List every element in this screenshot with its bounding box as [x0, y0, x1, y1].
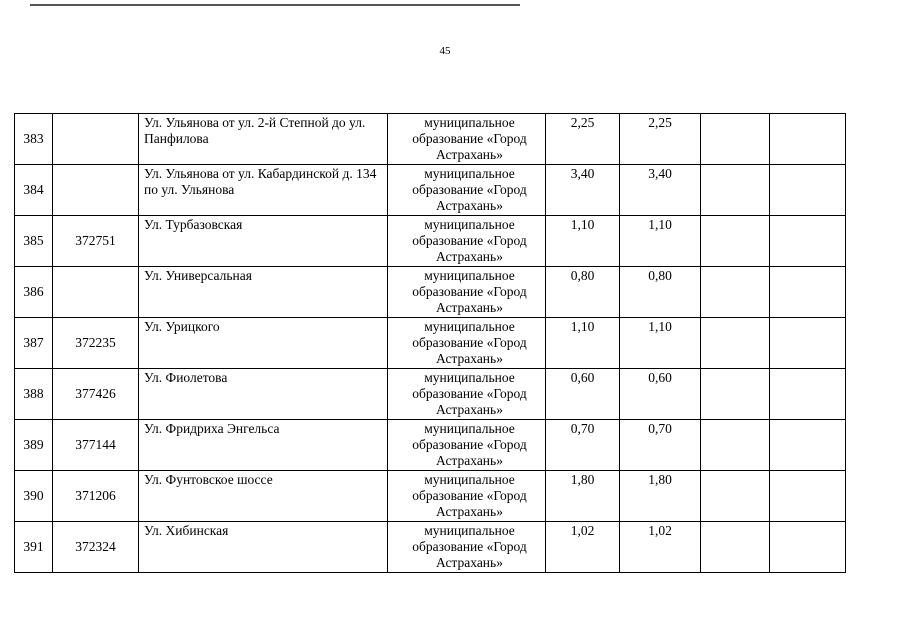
table-row	[15, 471, 846, 522]
empty-cell	[770, 420, 846, 471]
road-owner: муниципальное образование «Город Астрахань»	[388, 267, 546, 318]
table-row	[15, 369, 846, 420]
empty-cell	[701, 165, 770, 216]
row-number: 385	[15, 216, 53, 267]
table-row	[15, 114, 846, 165]
empty-cell	[770, 165, 846, 216]
empty-cell	[770, 522, 846, 573]
road-name: Ул. Фунтовское шоссе	[139, 471, 388, 522]
road-code: 372235	[53, 318, 139, 369]
road-owner: муниципальное образование «Город Астрахань»	[388, 318, 546, 369]
road-length: 0,60	[546, 369, 620, 420]
row-number: 389	[15, 420, 53, 471]
empty-cell	[701, 114, 770, 165]
road-length: 3,40	[546, 165, 620, 216]
empty-cell	[701, 522, 770, 573]
road-length-2: 2,25	[620, 114, 701, 165]
empty-cell	[701, 471, 770, 522]
empty-cell	[701, 318, 770, 369]
road-owner: муниципальное образование «Город Астрахань»	[388, 369, 546, 420]
road-length-2: 0,60	[620, 369, 701, 420]
empty-cell	[701, 369, 770, 420]
top-rule	[30, 4, 520, 6]
road-length-2: 1,10	[620, 318, 701, 369]
empty-cell	[770, 267, 846, 318]
road-owner: муниципальное образование «Город Астрахань»	[388, 165, 546, 216]
row-number: 390	[15, 471, 53, 522]
roads-table	[14, 113, 846, 573]
table-row	[15, 267, 846, 318]
road-length: 0,80	[546, 267, 620, 318]
empty-cell	[701, 420, 770, 471]
road-owner: муниципальное образование «Город Астрахань»	[388, 522, 546, 573]
empty-cell	[770, 318, 846, 369]
table-body	[15, 114, 846, 573]
road-length: 1,10	[546, 216, 620, 267]
road-name: Ул. Турбазовская	[139, 216, 388, 267]
road-owner: муниципальное образование «Город Астрахань»	[388, 216, 546, 267]
empty-cell	[770, 369, 846, 420]
table-row	[15, 216, 846, 267]
road-length-2: 1,10	[620, 216, 701, 267]
road-length: 2,25	[546, 114, 620, 165]
road-code: 371206	[53, 471, 139, 522]
road-length: 1,80	[546, 471, 620, 522]
road-code: 377426	[53, 369, 139, 420]
empty-cell	[770, 471, 846, 522]
table-row	[15, 165, 846, 216]
road-length: 0,70	[546, 420, 620, 471]
road-code: 372324	[53, 522, 139, 573]
row-number: 384	[15, 165, 53, 216]
table-row	[15, 522, 846, 573]
road-length: 1,10	[546, 318, 620, 369]
empty-cell	[701, 267, 770, 318]
road-length-2: 0,80	[620, 267, 701, 318]
road-length-2: 0,70	[620, 420, 701, 471]
row-number: 383	[15, 114, 53, 165]
road-length-2: 3,40	[620, 165, 701, 216]
road-code	[53, 267, 139, 318]
empty-cell	[701, 216, 770, 267]
road-name: Ул. Фиолетова	[139, 369, 388, 420]
road-code: 372751	[53, 216, 139, 267]
table-row	[15, 318, 846, 369]
empty-cell	[770, 216, 846, 267]
table-row	[15, 420, 846, 471]
road-name: Ул. Ульянова от ул. 2-й Степной до ул. Панфилова	[139, 114, 388, 165]
road-code: 377144	[53, 420, 139, 471]
page-number: 45	[439, 45, 451, 57]
row-number: 387	[15, 318, 53, 369]
row-number: 391	[15, 522, 53, 573]
row-number: 386	[15, 267, 53, 318]
road-owner: муниципальное образование «Город Астрахань»	[388, 471, 546, 522]
road-code	[53, 114, 139, 165]
road-name: Ул. Урицкого	[139, 318, 388, 369]
road-owner: муниципальное образование «Город Астрахань»	[388, 114, 546, 165]
road-length-2: 1,02	[620, 522, 701, 573]
road-length: 1,02	[546, 522, 620, 573]
road-name: Ул. Ульянова от ул. Кабардинской д. 134 по ул. Ульянова	[139, 165, 388, 216]
road-code	[53, 165, 139, 216]
road-name: Ул. Хибинская	[139, 522, 388, 573]
road-name: Ул. Фридриха Энгельса	[139, 420, 388, 471]
empty-cell	[770, 114, 846, 165]
road-owner: муниципальное образование «Город Астрахань»	[388, 420, 546, 471]
row-number: 388	[15, 369, 53, 420]
road-length-2: 1,80	[620, 471, 701, 522]
road-name: Ул. Универсальная	[139, 267, 388, 318]
